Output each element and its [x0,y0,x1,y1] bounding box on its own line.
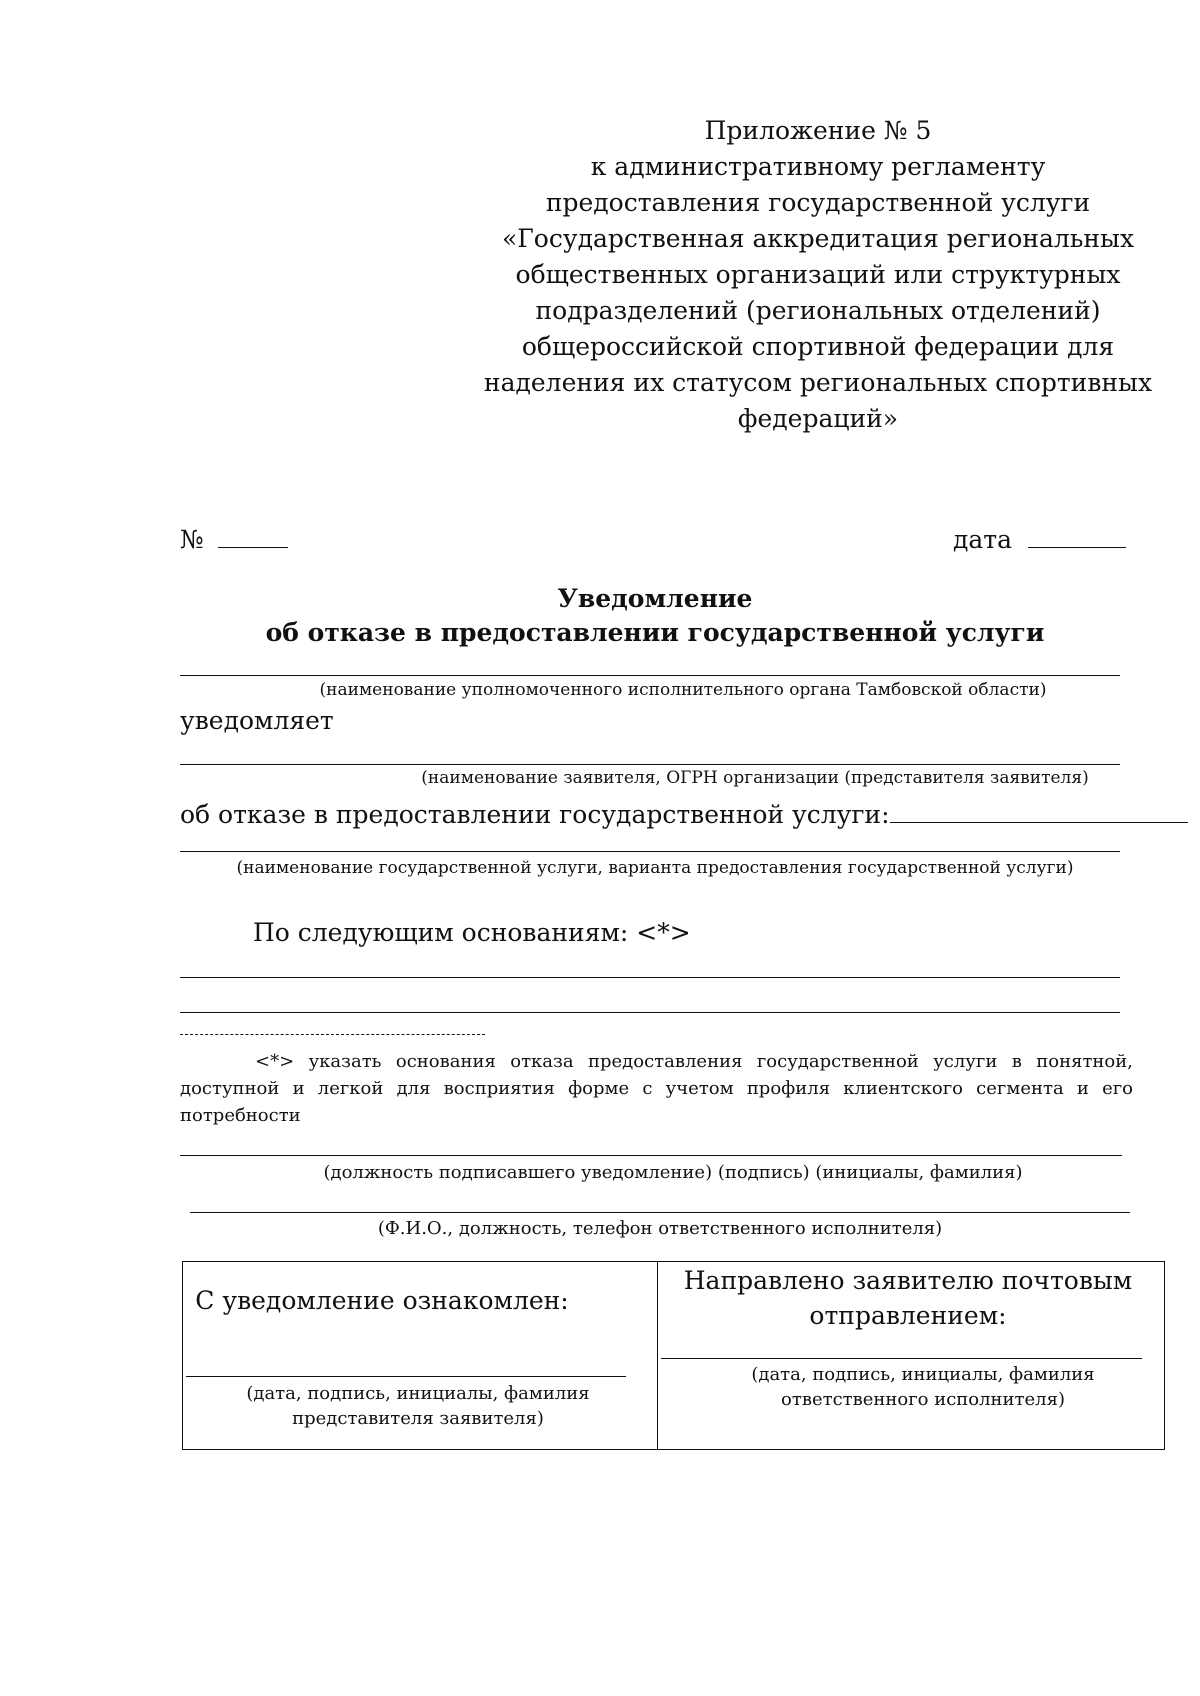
acknowledged-caption: (дата, подпись, инициалы, фамилия [246,1383,590,1404]
footnote-line: потребности [180,1105,301,1126]
signer-caption: (должность подписавшего уведомление) (подпись) (инициалы, фамилия) [323,1162,1023,1183]
header-line: предоставления государственной услуги [545,188,1091,217]
applicant-line [180,764,1120,765]
refusal-blank [890,797,1188,823]
header-line: подразделений (региональных отделений) [535,296,1101,325]
footnote-line: <*> указать основания отказа предоставления государственной услуги в понятной, [255,1051,1133,1072]
number-blank [218,522,288,548]
refusal-text: об отказе в предоставлении государственной услуги: [180,800,890,829]
grounds-line-1 [180,977,1120,978]
header-line: Приложение № 5 [704,116,932,145]
grounds-line-2 [180,1012,1120,1013]
mailed-title: Направлено заявителю почтовым [683,1266,1133,1295]
mailed-title: отправлением: [809,1301,1007,1330]
table-divider [657,1261,658,1450]
number-label: № [180,525,204,554]
signer-line [180,1155,1122,1156]
authority-line [180,675,1120,676]
number-field [180,522,288,552]
authority-caption: (наименование уполномоченного исполнительного органа Тамбовской области) [319,680,1047,700]
header-line: общественных организаций или структурных [515,260,1121,289]
document-subtitle: об отказе в предоставлении государственной услуги [265,618,1045,647]
executor-caption: (Ф.И.О., должность, телефон ответственного исполнителя) [377,1218,943,1239]
header-line: общероссийской спортивной федерации для [521,332,1115,361]
applicant-caption: (наименование заявителя, ОГРН организации (представителя заявителя) [421,768,1089,788]
date-label: дата [953,525,1013,554]
footnote-separator [180,1034,485,1035]
service-caption: (наименование государственной услуги, варианта предоставления государственной услуги) [236,858,1074,878]
executor-line [190,1212,1130,1213]
acknowledged-title: С уведомление ознакомлен: [195,1286,569,1315]
notifies-text: уведомляет [180,706,334,735]
document-title: Уведомление [557,584,753,613]
header-line: к административному регламенту [590,152,1046,181]
header-line: федераций» [737,404,899,433]
refusal-field [180,797,1188,827]
service-line [180,851,1120,852]
date-field [953,522,1126,552]
acknowledged-signature-line [186,1376,626,1377]
footnote-line: доступной и легкой для восприятия форме с учетом профиля клиентского сегмента и его [180,1078,1133,1099]
footnote [180,1048,1133,1129]
date-blank [1028,522,1126,548]
mailed-caption: ответственного исполнителя) [781,1389,1065,1410]
header-line: наделения их статусом региональных спортивных [483,368,1153,397]
header-line: «Государственная аккредитация региональных [501,224,1135,253]
mailed-signature-line [661,1358,1142,1359]
grounds-text: По следующим основаниям: <*> [253,918,691,947]
acknowledged-caption: представителя заявителя) [292,1408,544,1429]
mailed-caption: (дата, подпись, инициалы, фамилия [751,1364,1095,1385]
